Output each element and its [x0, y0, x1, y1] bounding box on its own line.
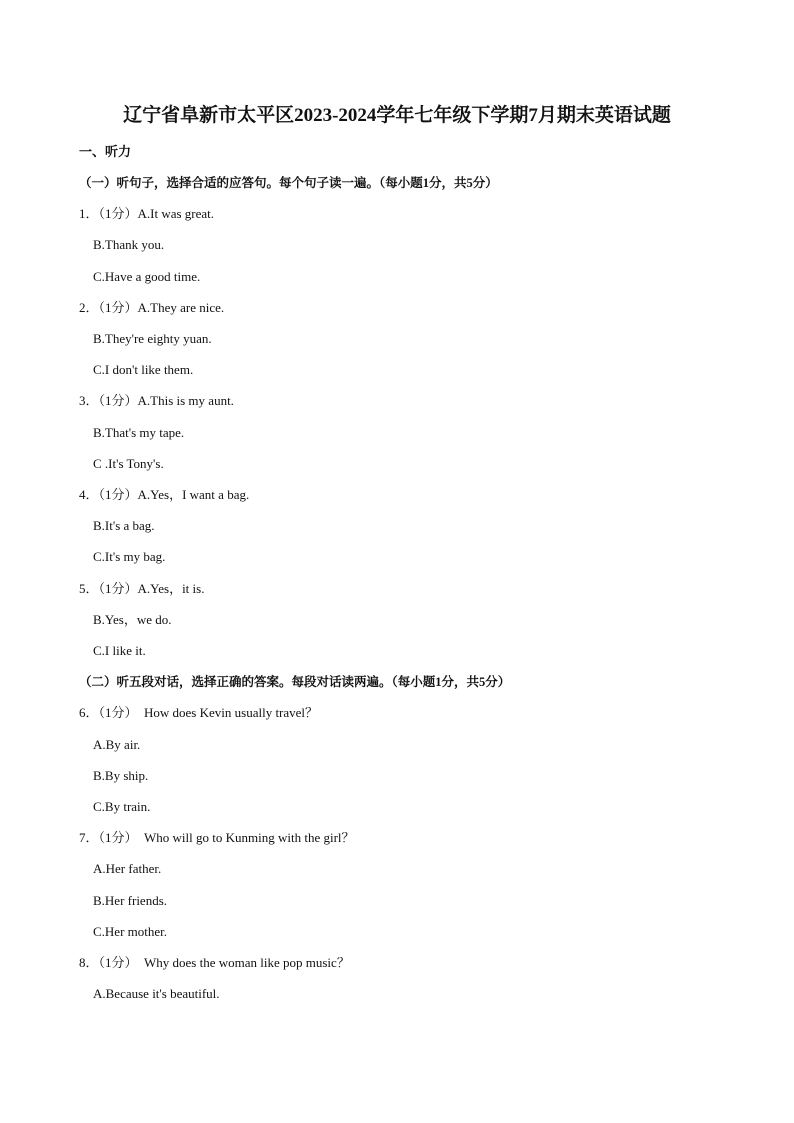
question-7-option-a: A.Her father.	[93, 861, 162, 876]
question-number: 2．（1分）	[79, 300, 138, 315]
question-6	[79, 704, 318, 722]
question-7	[79, 829, 355, 847]
question-stem: A.It was great.	[137, 206, 215, 221]
question-number: 3．（1分）	[79, 393, 138, 408]
question-stem: Who will go to Kunming with the girl？	[137, 830, 355, 845]
question-4	[79, 486, 249, 504]
question-1-option-c: C.Have a good time.	[93, 269, 201, 284]
question-number: 4．（1分）	[79, 487, 138, 502]
question-7-option-c: C.Her mother.	[93, 924, 168, 939]
question-number: 5．（1分）	[79, 581, 138, 596]
question-4-option-b: B.It's a bag.	[93, 518, 155, 533]
question-number: 1．（1分）	[79, 206, 138, 221]
question-8	[79, 954, 350, 972]
question-2	[79, 299, 224, 317]
question-number: 8．（1分）	[79, 955, 138, 970]
question-3-option-b: B.That's my tape.	[93, 425, 185, 440]
part2-instruction: （二）听五段对话，选择正确的答案。每段对话读两遍。（每小题1分，共5分）	[79, 675, 511, 689]
question-6-option-c: C.By train.	[93, 799, 151, 814]
question-3	[79, 392, 234, 410]
question-4-option-c: C.It's my bag.	[93, 549, 166, 564]
question-stem: A.They are nice.	[137, 300, 225, 315]
question-stem: How does Kevin usually travel？	[137, 705, 319, 720]
question-7-option-b: B.Her friends.	[93, 893, 168, 908]
question-5-option-c: C.I like it.	[93, 643, 146, 658]
question-stem: A.Yes，it is.	[137, 581, 205, 596]
part1-instruction: （一）听句子，选择合适的应答句。每个句子读一遍。（每小题1分，共5分）	[79, 176, 498, 190]
question-1-option-b: B.Thank you.	[93, 237, 165, 252]
question-2-option-b: B.They're eighty yuan.	[93, 331, 212, 346]
question-number: 7．（1分）	[79, 830, 138, 845]
question-6-option-b: B.By ship.	[93, 768, 149, 783]
question-5	[79, 580, 204, 598]
question-8-option-a: A.Because it's beautiful.	[93, 986, 220, 1001]
document-title: 辽宁省阜新市太平区2023-2024学年七年级下学期7月期末英语试题	[123, 105, 671, 126]
question-2-option-c: C.I don't like them.	[93, 362, 194, 377]
question-stem: A.Yes，I want a bag.	[137, 487, 250, 502]
question-stem: Why does the woman like pop music？	[137, 955, 350, 970]
question-stem: A.This is my aunt.	[137, 393, 234, 408]
question-1	[79, 205, 214, 223]
question-number: 6．（1分）	[79, 705, 138, 720]
question-5-option-b: B.Yes，we do.	[93, 612, 172, 627]
section-heading-listening: 一、听力	[79, 144, 132, 159]
question-6-option-a: A.By air.	[93, 737, 141, 752]
question-3-option-c: C .It's Tony's.	[93, 456, 164, 471]
